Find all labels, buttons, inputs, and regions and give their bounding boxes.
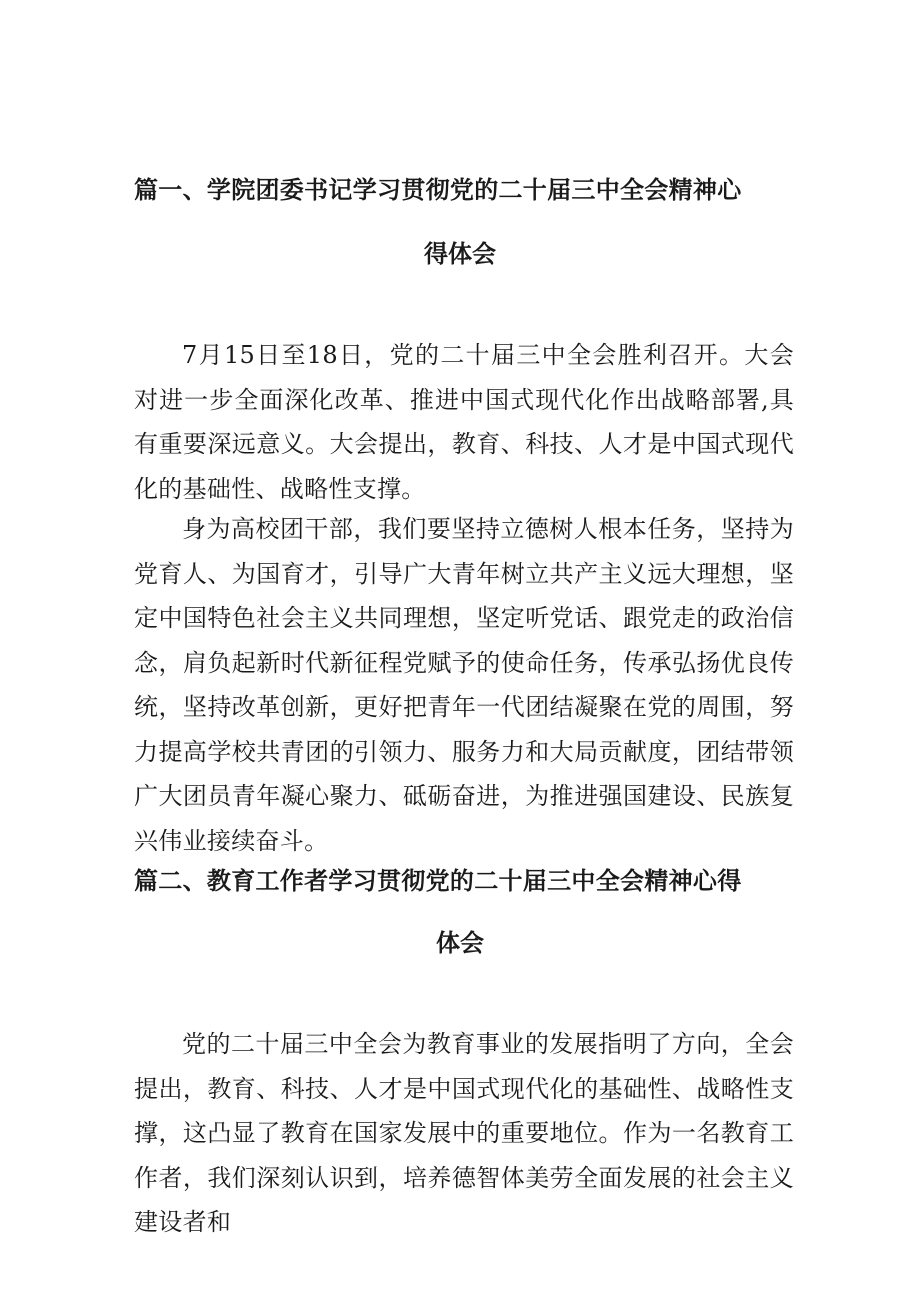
section1-paragraph-2: 身为高校团干部，我们要坚持立德树人根本任务，坚持为党育人、为国育才，引导广大青年树立共产主义远大理想，坚定中国特色社会主义共同理想，坚定听党话、跟党走的政治信念，肩负起新时代新征程党赋予的使命任务，传承弘扬优良传统，坚持改革创新，更好把青年一代团结凝聚在党的周围，努力提高学校共青团的引领力、服务力和大局贡献度，团结带领广大团员青年凝心聚力、砥砺奋进，为推进强国建设、民族复兴伟业接续奋斗。: [134, 515, 794, 855]
section1-title-line2: 得体会: [424, 240, 496, 268]
section2-paragraph-1: 党的二十届三中全会为教育事业的发展指明了方向，全会提出，教育、科技、人才是中国式现代化的基础性、战略性支撑，这凸显了教育在国家发展中的重要地位。作为一名教育工作者，我们深刻认识到，培养德智体美劳全面发展的社会主义建设者和: [134, 1030, 794, 1236]
section2-title-line2: 体会: [436, 929, 484, 957]
section1-paragraph-1: 7月15日至18日，党的二十届三中全会胜利召开。大会对进一步全面深化改革、推进中国式现代化作出战略部署,具有重要深远意义。大会提出，教育、科技、人才是中国式现代化的基础性、战略性支撑。: [134, 341, 794, 503]
section1-title-line1: 篇一、学院团委书记学习贯彻党的二十届三中全会精神心: [134, 176, 742, 204]
section2-title-line1: 篇二、教育工作者学习贯彻党的二十届三中全会精神心得: [134, 867, 742, 895]
